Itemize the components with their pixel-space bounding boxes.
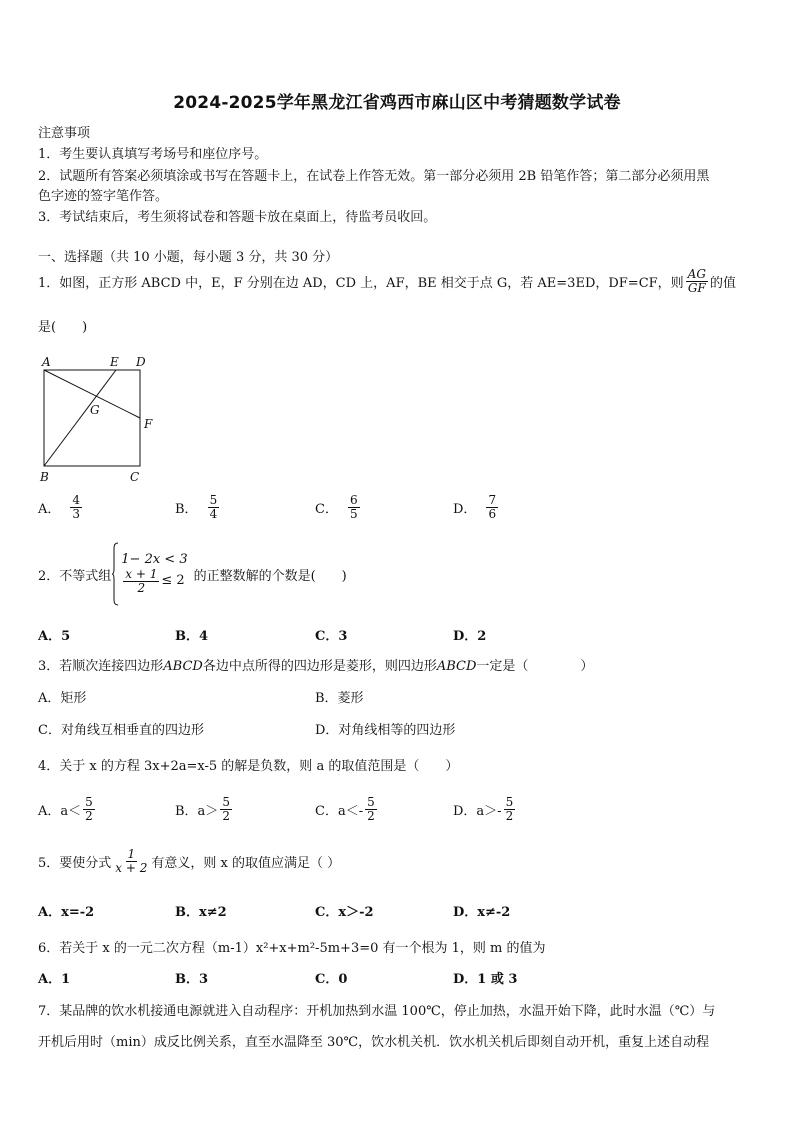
question-1-text: 1．如图，正方形 ABCD 中，E，F 分别在边 AD，CD 上，AF，BE 相交于点 G，若 AE=3ED，DF=CF，则: [38, 276, 684, 292]
option-label: D．: [453, 502, 477, 518]
label-c: C: [130, 470, 140, 484]
option-fraction: [70, 494, 82, 521]
left-brace-icon: [111, 542, 119, 606]
inequality-system: [111, 542, 187, 606]
fraction-denominator: GF: [687, 281, 706, 296]
option-c[interactable]: C．0: [315, 972, 348, 987]
option-b[interactable]: B．菱形: [315, 691, 364, 706]
fraction-numerator: 1: [127, 847, 136, 861]
fraction-denominator: 2: [137, 580, 146, 595]
notice-heading: 注意事项: [38, 126, 91, 141]
fraction-numerator: 4: [72, 493, 81, 507]
label-e: E: [110, 355, 119, 369]
fraction-numerator: 5: [222, 795, 230, 809]
option-b[interactable]: B．x≠2: [175, 905, 227, 920]
option-d[interactable]: [453, 494, 500, 521]
fraction-numerator: AG: [687, 267, 706, 281]
question-7-line2: 开机后用时（min）成反比例关系，直至水温降至 30℃，饮水机关机．饮水机关机后即刻自动开机，重复上述自动程: [38, 1035, 710, 1050]
fraction-numerator: 7: [488, 493, 497, 507]
option-fraction: [365, 796, 377, 823]
option-label: A．: [38, 502, 61, 518]
fraction-denominator: 4: [209, 507, 218, 522]
option-a[interactable]: A．5: [38, 629, 71, 644]
option-fraction: [208, 494, 220, 521]
question-5-fraction: [113, 848, 149, 875]
inequality-line-1: 1− 2x < 3: [121, 551, 188, 567]
option-d[interactable]: D．x≠-2: [453, 905, 511, 920]
label-g: G: [90, 403, 100, 417]
fraction-numerator: 5: [367, 795, 375, 809]
question-7-line1: 7．某品牌的饮水机接通电源就进入自动程序：开机加热到水温 100℃，停止加热，水温开始下降，此时水温（℃）与: [38, 1004, 716, 1019]
segment-be: [44, 370, 116, 466]
option-fraction: [348, 494, 360, 521]
question-3: [38, 655, 593, 674]
question-4: 4．关于 x 的方程 3x+2a=x-5 的解是负数，则 a 的取值范围是（ ）: [38, 759, 459, 774]
fraction-numerator: 6: [349, 493, 358, 507]
option-a[interactable]: A．1: [38, 972, 71, 987]
square-figure: [34, 350, 164, 486]
fraction-denominator: x + 2: [115, 861, 148, 876]
option-fraction: [504, 796, 516, 823]
page-title: 2024-2025学年黑龙江省鸡西市麻山区中考猜题数学试卷: [173, 93, 621, 113]
question-5: [38, 848, 340, 875]
question-3-abcd: ABCD: [163, 659, 203, 674]
option-label: D．a＞-: [453, 804, 502, 820]
option-label: A．a＜: [38, 804, 82, 820]
option-b[interactable]: [175, 494, 221, 521]
notice-item: 1．考生要认真填写考场号和座位序号。: [38, 147, 268, 162]
question-5-prefix: 5．要使分式: [38, 856, 112, 872]
option-c[interactable]: [315, 796, 379, 823]
label-d: D: [136, 355, 146, 369]
option-a[interactable]: A．x=-2: [38, 905, 95, 920]
option-b[interactable]: [175, 796, 234, 823]
notice-item: 3．考试结束后，考生须将试卷和答题卡放在桌面上，待监考员收回。: [38, 210, 437, 225]
question-3-abcd: ABCD: [436, 659, 477, 674]
question-3-text-c: 一定是（ ）: [476, 659, 594, 674]
fraction-denominator: 2: [367, 809, 375, 824]
question-1-line2: 是( ): [38, 320, 88, 335]
option-label: B．: [175, 502, 198, 518]
label-a: A: [42, 355, 51, 369]
option-c[interactable]: C．3: [315, 629, 348, 644]
question-1-tail: 的值: [709, 276, 736, 292]
fraction-numerator: 5: [209, 493, 218, 507]
option-c[interactable]: C．对角线互相垂直的四边形: [38, 723, 204, 738]
question-6: 6．若关于 x 的一元二次方程（m-1）x²+x+m²-5m+3=0 有一个根为 1，则 m 的值为: [38, 941, 546, 956]
square-abcd: [44, 370, 140, 466]
option-a[interactable]: [38, 796, 97, 823]
question-3-text-a: 3．若顺次连接四边形: [38, 659, 164, 674]
fraction-numerator: 5: [85, 795, 93, 809]
question-1-fraction: [686, 268, 708, 295]
label-f: F: [144, 417, 153, 431]
option-c[interactable]: C．x＞-2: [315, 905, 374, 920]
option-a[interactable]: [38, 494, 84, 521]
option-fraction: [220, 796, 232, 823]
question-1: [38, 268, 736, 295]
section-heading: 一、选择题（共 10 小题，每小题 3 分，共 30 分）: [38, 250, 339, 265]
question-2-prefix: 2．不等式组: [38, 568, 112, 584]
fraction-denominator: 3: [72, 507, 81, 522]
fraction-denominator: 2: [222, 809, 230, 824]
question-5-suffix: 有意义，则 x 的取值应满足（ ）: [151, 856, 341, 872]
fraction-denominator: 6: [488, 507, 497, 522]
question-2: [38, 542, 347, 606]
option-c[interactable]: [315, 494, 362, 521]
inequality-fraction: [123, 568, 159, 595]
label-b: B: [40, 470, 49, 484]
option-label: B．a＞: [175, 804, 219, 820]
question-3-text-b: 各边中点所得的四边形是菱形，则四边形: [202, 659, 437, 674]
fraction-numerator: x + 1: [125, 566, 158, 581]
notice-item: 色字迹的签字笔作答。: [38, 189, 169, 204]
option-label: C．a＜-: [315, 804, 364, 820]
option-d[interactable]: [453, 796, 517, 823]
option-a[interactable]: A．矩形: [38, 691, 87, 706]
fraction-numerator: 5: [505, 795, 514, 809]
inequality-line-2-tail: ≤ 2: [161, 573, 185, 588]
question-2-suffix: 的正整数解的个数是( ): [193, 568, 347, 584]
fraction-denominator: 2: [505, 809, 514, 824]
fraction-denominator: 2: [85, 809, 93, 824]
option-d[interactable]: D．对角线相等的四边形: [315, 723, 456, 738]
fraction-denominator: 5: [349, 507, 358, 522]
option-b[interactable]: B．3: [175, 972, 209, 987]
notice-item: 2．试题所有答案必须填涂或书写在答题卡上，在试卷上作答无效。第一部分必须用 2B 铅笔作答；第二部分必须用黑: [38, 169, 710, 184]
option-d[interactable]: D．2: [453, 629, 487, 644]
option-b[interactable]: B．4: [175, 629, 209, 644]
option-label: C．: [315, 502, 338, 518]
option-d[interactable]: D．1 或 3: [453, 972, 518, 987]
option-fraction: [83, 796, 95, 823]
option-fraction: [486, 494, 498, 521]
